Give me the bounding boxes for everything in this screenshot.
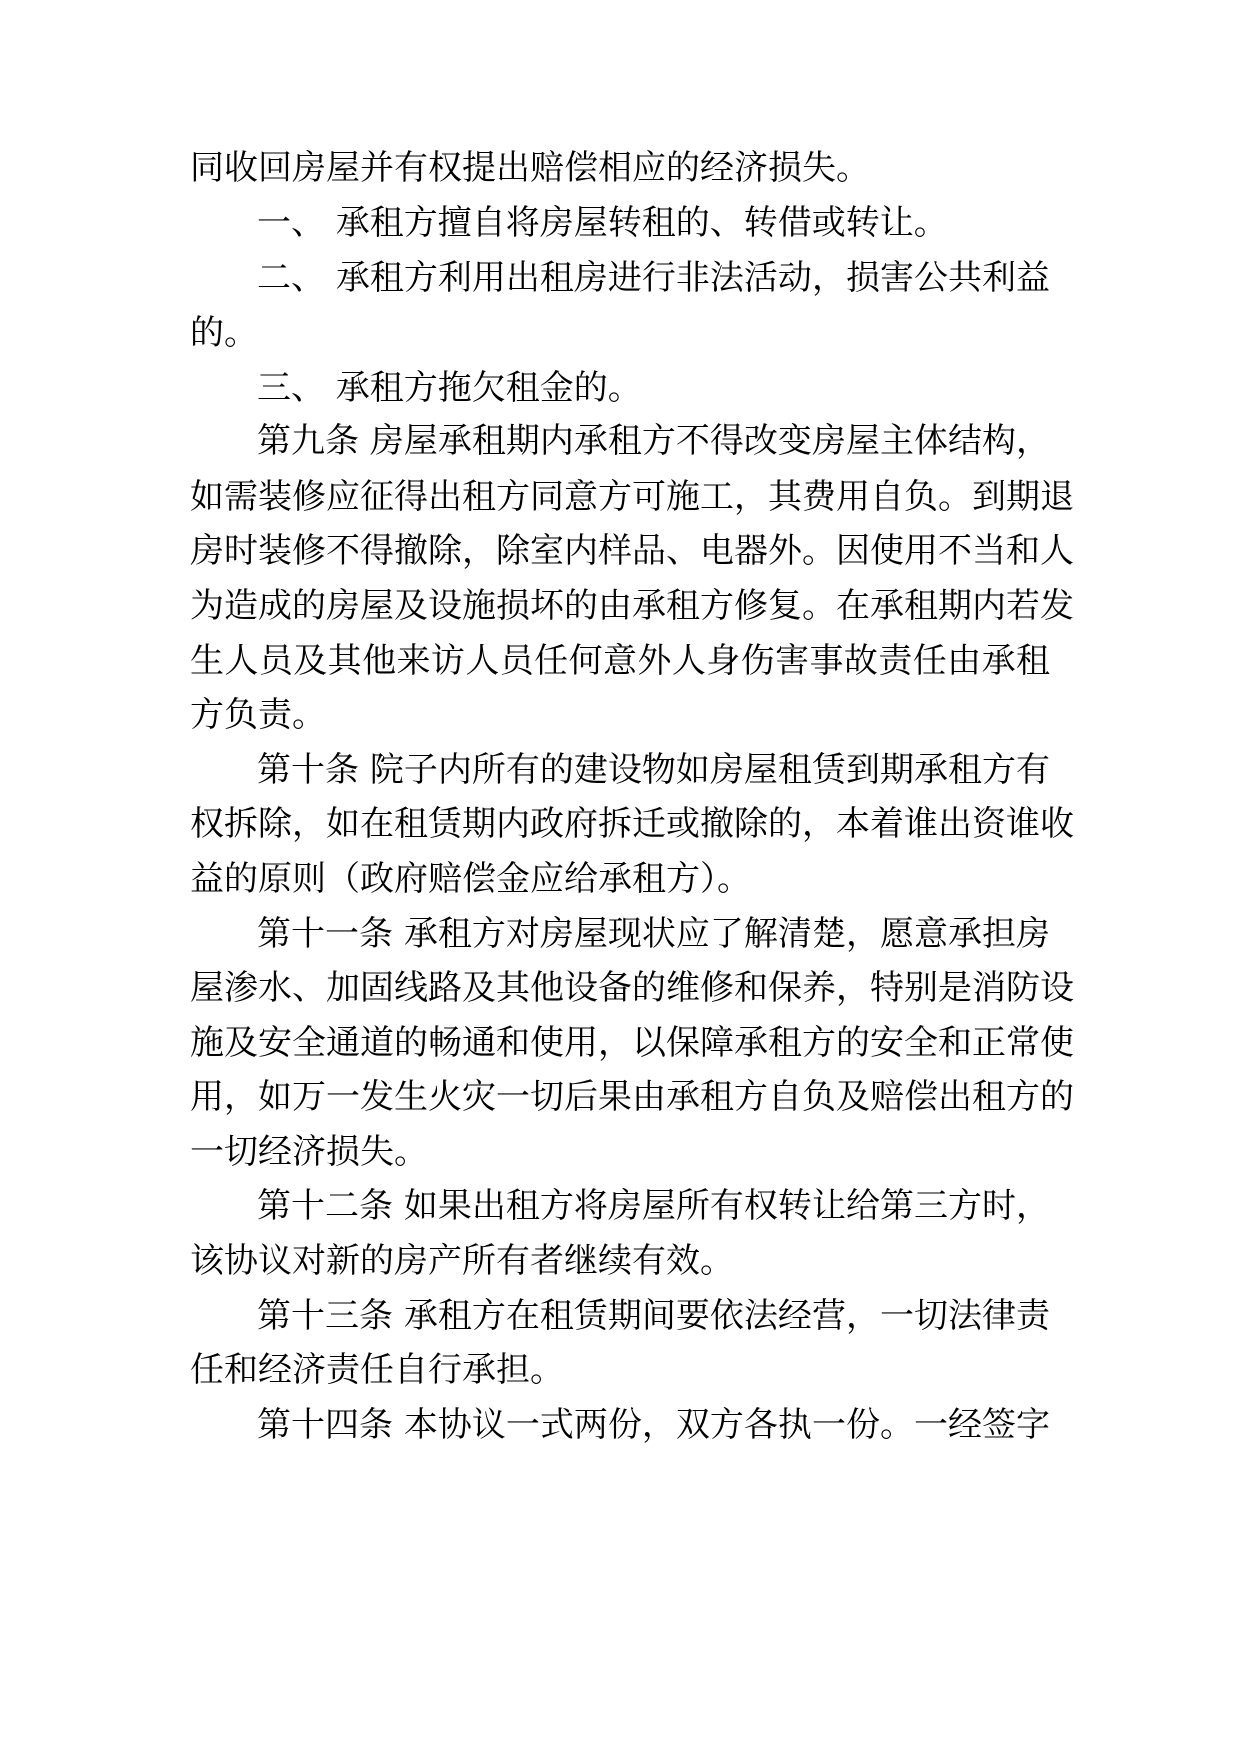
text-line: 第九条 房屋承租期内承租方不得改变房屋主体结构， bbox=[257, 421, 1050, 461]
text-line: 生人员及其他来访人员任何意外人身伤害事故责任由承租 bbox=[190, 641, 1050, 681]
text-line: 为造成的房屋及设施损坏的由承租方修复。在承租期内若发 bbox=[190, 586, 1074, 626]
text-line: 任和经济责任自行承担。 bbox=[190, 1350, 564, 1390]
text-line: 第十条 院子内所有的建设物如房屋租赁到期承租方有 bbox=[257, 750, 1050, 790]
text-line: 第十三条 承租方在租赁期间要依法经营，一切法律责 bbox=[257, 1296, 1050, 1336]
text-line: 房时装修不得撤除，除室内样品、电器外。因使用不当和人 bbox=[190, 531, 1074, 571]
text-line: 一、 承租方擅自将房屋转租的、转借或转让。 bbox=[257, 203, 948, 243]
text-line: 同收回房屋并有权提出赔偿相应的经济损失。 bbox=[190, 148, 870, 188]
text-line: 方负责。 bbox=[190, 695, 326, 735]
text-line: 权拆除，如在租赁期内政府拆迁或撤除的，本着谁出资谁收 bbox=[190, 804, 1074, 844]
text-line: 施及安全通道的畅通和使用，以保障承租方的安全和正常使 bbox=[190, 1023, 1074, 1063]
text-line: 益的原则（政府赔偿金应给承租方）。 bbox=[190, 859, 751, 899]
text-line: 二、 承租方利用出租房进行非法活动，损害公共利益 bbox=[257, 258, 1050, 298]
text-line: 用，如万一发生火灾一切后果由承租方自负及赔偿出租方的 bbox=[190, 1077, 1074, 1117]
text-line: 如需装修应征得出租方同意方可施工，其费用自负。到期退 bbox=[190, 477, 1074, 517]
text-line: 的。 bbox=[190, 313, 258, 353]
text-line: 第十一条 承租方对房屋现状应了解清楚，愿意承担房 bbox=[257, 914, 1050, 954]
text-line: 第十四条 本协议一式两份，双方各执一份。一经签字 bbox=[257, 1405, 1050, 1445]
text-line: 第十二条 如果出租方将房屋所有权转让给第三方时， bbox=[257, 1186, 1050, 1226]
text-line: 一切经济损失。 bbox=[190, 1132, 428, 1172]
text-line: 屋渗水、加固线路及其他设备的维修和保养，特别是消防设 bbox=[190, 968, 1074, 1008]
text-line: 该协议对新的房产所有者继续有效。 bbox=[190, 1241, 734, 1281]
text-line: 三、 承租方拖欠租金的。 bbox=[257, 368, 642, 408]
